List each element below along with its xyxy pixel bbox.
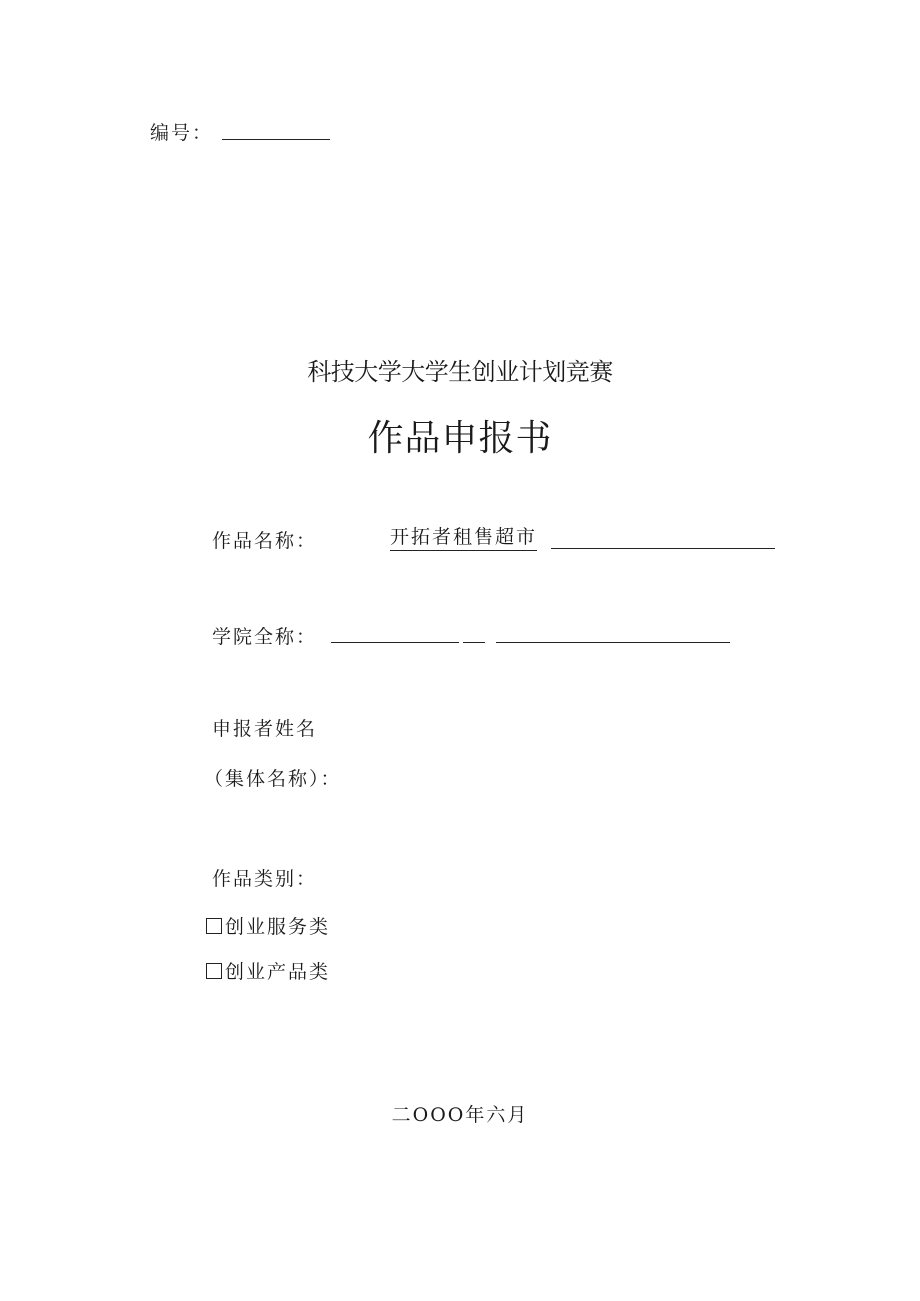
- work-name-label: 作品名称：: [212, 530, 318, 552]
- document-title: 作品申报书: [367, 418, 553, 459]
- category-option-product[interactable]: [206, 957, 330, 984]
- checkbox-empty-icon[interactable]: [206, 963, 222, 979]
- work-name-value: 开拓者租售超市: [390, 526, 537, 551]
- work-name-blank: [551, 548, 775, 549]
- college-name-blank-3: [496, 642, 730, 643]
- serial-number-label: 编号：: [150, 122, 214, 144]
- checkbox-empty-icon[interactable]: [206, 918, 222, 934]
- category-option-label: 创业服务类: [225, 916, 331, 938]
- work-category-label: 作品类别：: [212, 868, 318, 890]
- collective-name-label: （集体名称）：: [204, 768, 342, 790]
- category-option-service[interactable]: [206, 912, 330, 939]
- college-name-blank-1: [331, 642, 459, 643]
- applicant-name-label: 申报者姓名: [212, 718, 318, 740]
- college-name-label: 学院全称：: [212, 626, 318, 648]
- document-date: 二OOO年六月: [391, 1104, 529, 1126]
- serial-number-blank: [222, 139, 330, 140]
- college-name-blank-2: [463, 642, 485, 643]
- category-option-label: 创业产品类: [225, 961, 331, 983]
- competition-title: 科技大学大学生创业计划竞赛: [307, 358, 613, 386]
